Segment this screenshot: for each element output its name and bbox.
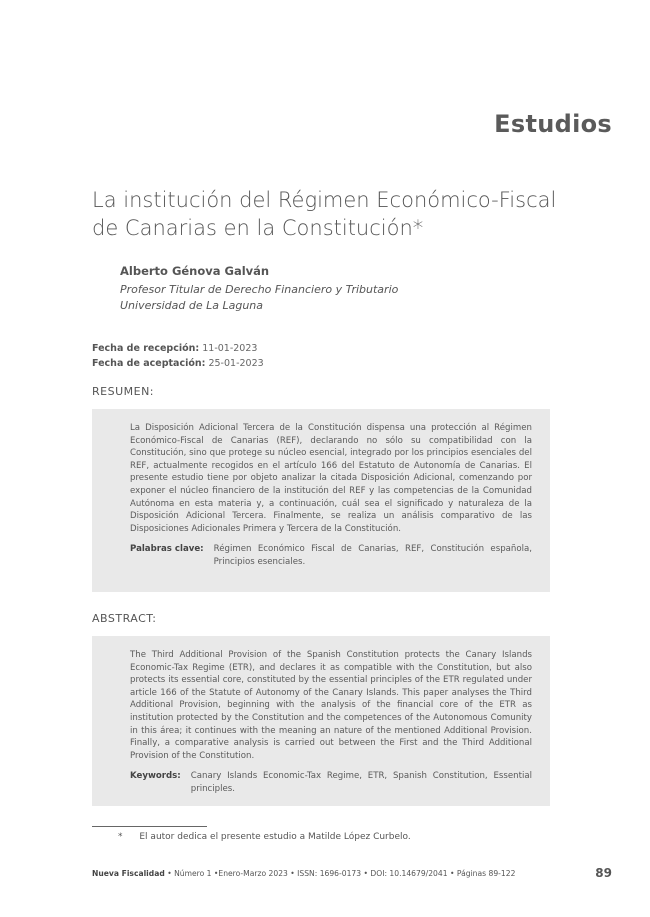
abstract-box (92, 636, 550, 806)
abstract-heading: ABSTRACT: (92, 612, 157, 625)
article-title (92, 186, 592, 242)
author-affiliation (120, 282, 398, 314)
resumen-box (92, 409, 550, 592)
received-date-row (92, 341, 264, 356)
resumen-keywords-label: Palabras clave: (130, 544, 204, 555)
section-label: Estudios (494, 110, 612, 138)
footnote-text: El autor dedica el presente estudio a Matilde López Curbelo. (139, 832, 411, 842)
abstract-text: The Third Additional Provision of the Spanish Constitution protects the Canary Islands Economic-Tax Regime (ETR), and declares it as compatible with the Constitution, but also protects its essential core, constituted by the essential principles of the ETR regulated under article 166 of the Statute of Autonomy of the Canary Islands. This paper analyses the Third Additional Provision, beginning with the analysis of the financial core of the ETR as institution protected by the Constitution and the competences of the Autonomous Comunity in this área; it continues with the meaning an nature of the mentioned Additional Provision. Finally, a comparative analysis is carried out between the First and the Third Additional Provision of the Constitution. (130, 650, 532, 761)
abstract-keywords-value: Canary Islands Economic-Tax Regime, ETR, Spanish Constitution, Essential principles. (190, 771, 532, 794)
submission-dates (92, 341, 264, 371)
footnote-divider (92, 826, 207, 827)
resumen-heading: RESUMEN: (92, 385, 155, 398)
title-line-1: La institución del Régimen Económico-Fiscal (92, 188, 557, 212)
page-number: 89 (595, 866, 612, 880)
affiliation-line-1: Profesor Titular de Derecho Financiero y Tributario (120, 283, 399, 296)
title-line-2: de Canarias en la Constitución* (92, 216, 424, 240)
accepted-label: Fecha de aceptación: (92, 358, 206, 369)
accepted-value: 25-01-2023 (208, 358, 264, 369)
journal-name: Nueva Fiscalidad (92, 869, 165, 878)
footnote-mark: * (118, 832, 123, 842)
received-value: 11-01-2023 (202, 343, 258, 354)
resumen-keywords (130, 543, 532, 568)
resumen-text: La Disposición Adicional Tercera de la Constitución dispensa una protección al Régimen Económico-Fiscal de Canarias (REF), declarando no sólo su compatibilidad con la Constitución, sino que protege su núcleo esencial, integrado por los principios esenciales del REF, actualmente recogidos en el artículo 166 del Estatuto de Autonomía de Canarias. El presente estudio tiene por objeto analizar la citada Disposición Adicional, comenzando por exponer el núcleo financiero de la institución del REF y las competencias de la Comunidad Autónoma en esta materia y, a continuación, cuál sea el significado y naturaleza de la Disposición Adicional Tercera. Finalmente, se realiza un análisis comparativo de las Disposiciones Adicionales Primera y Tercera de la Constitución. (130, 423, 532, 534)
publication-details: • Número 1 •Enero-Marzo 2023 • ISSN: 1696-0173 • DOI: 10.14679/2041 • Páginas 89-122 (164, 869, 516, 878)
abstract-keywords-label: Keywords: (130, 771, 181, 782)
affiliation-line-2: Universidad de La Laguna (120, 299, 264, 312)
page-footer (92, 869, 515, 878)
resumen-keywords-value: Régimen Económico Fiscal de Canarias, REF, Constitución española, Principios esenciales. (213, 544, 532, 567)
received-label: Fecha de recepción: (92, 343, 200, 354)
footnote (118, 832, 411, 842)
accepted-date-row (92, 356, 264, 371)
author-name: Alberto Génova Galván (120, 264, 270, 278)
abstract-keywords (130, 770, 532, 795)
